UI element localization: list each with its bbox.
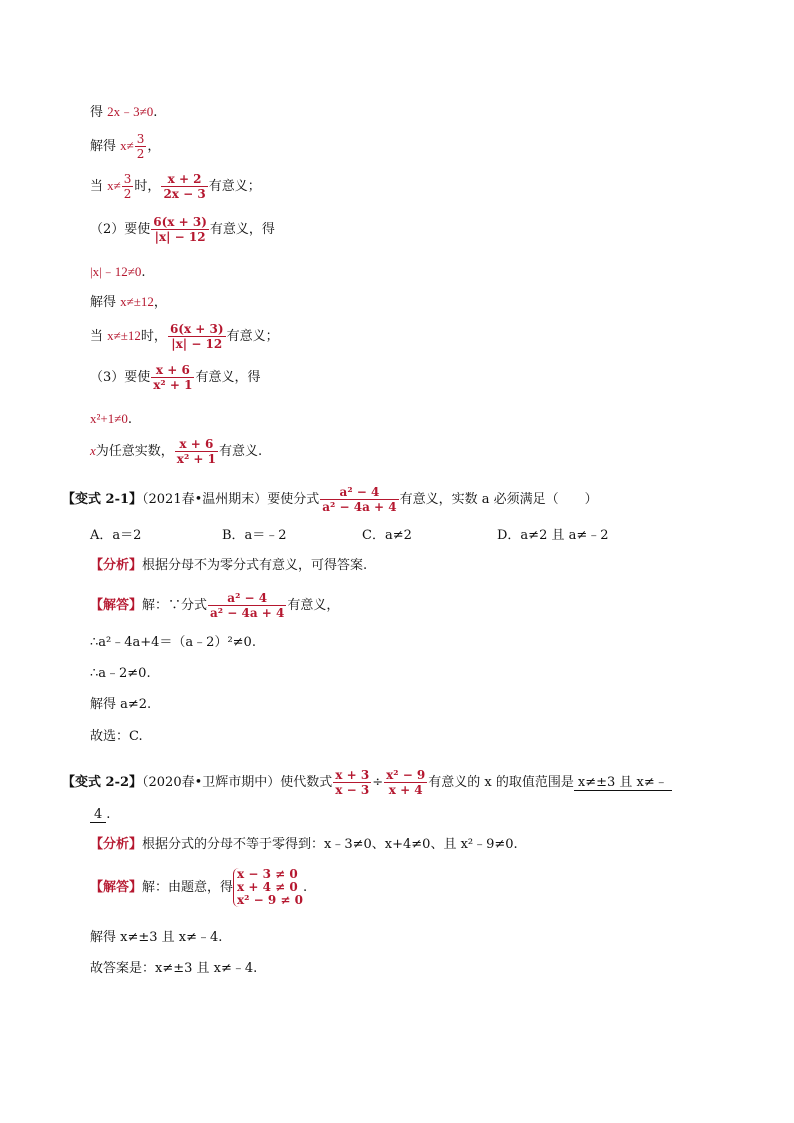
question-2-1-stem: 【变式 2-1】（2021春•温州期末）要使分式 $\frac{\text{a² − 4}}{\text{a² − 4a + 4}}$ 有意义，实数 a 必须满足（ ）	[62, 485, 598, 514]
solution-line-3: 当 x≠ $\frac{3}{2}$ 时， $\frac{x + 2}{2x - 3}$ 有意义；	[90, 172, 261, 201]
fraction: $\frac{3}{2}$	[136, 132, 145, 161]
equation-system: x − 3 ≠ 0 x + 4 ≠ 0 x² − 9 ≠ 0	[233, 868, 303, 907]
fraction: $\frac{x + 3}{x - 3}$	[335, 768, 370, 797]
fraction: $\frac{x + 6}{\text{x² + 1}}$	[153, 363, 193, 392]
step-2-1-1: ∴a²﹣4a+4＝（a﹣2）²≠0.	[90, 635, 256, 650]
fraction: $\frac{\text{a² − 4}}{\text{a² − 4a + 4}}$	[322, 485, 397, 514]
question-2-2-stem: 【变式 2-2】（2020春•卫辉市期中）使代数式 $\frac{x + 3}{x - 3}$ ÷ $\frac{\text{x² − 9}}{x + 4}$ 有意义的 x 的取值范围是 x≠±3 且 x≠﹣	[62, 768, 672, 797]
step-2-1-4: 故选：C.	[90, 729, 143, 744]
step-2-2-2: 故答案是：x≠±3 且 x≠﹣4.	[90, 961, 258, 976]
step-2-1-3: 解得 a≠2.	[90, 697, 152, 712]
step-2-1-2: ∴a﹣2≠0.	[90, 666, 151, 681]
solution-line-6: 解得 x≠±12，	[90, 294, 167, 310]
fraction: $\frac{\text{x² − 9}}{x + 4}$	[386, 768, 426, 797]
fraction: $\frac{x + 2}{2x - 3}$	[163, 172, 206, 201]
solution-line-1: 得 2x﹣3≠0.	[90, 104, 158, 120]
question-2-2-stem-cont: 4 .	[90, 806, 110, 824]
option-c: C．a≠2	[362, 528, 412, 543]
option-b: B．a＝﹣2	[222, 528, 287, 543]
analysis-2-1: 【分析】根据分母不为零分式有意义，可得答案.	[90, 558, 368, 573]
fraction: $\frac{x + 6}{\text{x² + 1}}$	[176, 437, 216, 466]
fraction: $\frac{\text{a² − 4}}{\text{a² − 4a + 4}}$	[210, 591, 285, 620]
option-d: D．a≠2 且 a≠﹣2	[497, 528, 609, 543]
fill-in-answer: x≠±3 且 x≠﹣	[574, 775, 672, 791]
solution-line-5: |x|﹣12≠0.	[90, 264, 146, 280]
analysis-2-2: 【分析】根据分式的分母不等于零得到：x﹣3≠0、x+4≠0、且 x²﹣9≠0.	[90, 837, 518, 852]
solution-line-9: x²+1≠0.	[90, 411, 133, 427]
fraction: $\frac{3}{2}$	[123, 172, 132, 201]
answer-2-1: 【解答】解：∵分式 $\frac{\text{a² − 4}}{\text{a² − 4a + 4}}$ 有意义，	[90, 591, 340, 620]
solution-line-2: 解得 x≠ $\frac{3}{2}$ ，	[90, 132, 161, 161]
solution-line-10: x为任意实数， $\frac{x + 6}{\text{x² + 1}}$ 有意义.	[90, 437, 263, 466]
step-2-2-1: 解得 x≠±3 且 x≠﹣4.	[90, 930, 223, 945]
option-a: A．a＝2	[90, 528, 142, 543]
fraction: $\frac{6(x + 3)}{|x| - 12}$	[169, 322, 224, 351]
solution-line-8: （3）要使 $\frac{x + 6}{\text{x² + 1}}$ 有意义，得	[90, 363, 261, 392]
solution-line-4: （2）要使 $\frac{6(x + 3)}{|x| - 12}$ 有意义，得	[90, 215, 275, 244]
answer-2-2: 【解答】解：由题意，得 x − 3 ≠ 0 x + 4 ≠ 0 x² − 9 ≠ 0 .	[90, 867, 308, 907]
solution-line-7: 当 x≠±12时， $\frac{6(x + 3)}{|x| - 12}$ 有意义；	[90, 322, 279, 351]
fraction: $\frac{6(x + 3)}{|x| - 12}$	[153, 215, 207, 244]
